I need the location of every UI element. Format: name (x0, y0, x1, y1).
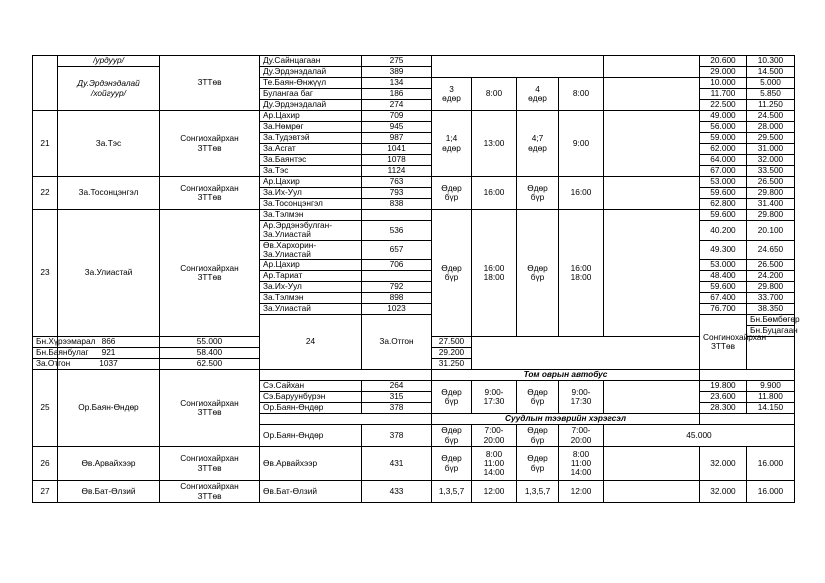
table-cell: За.Тосонцэнгэл (58, 177, 160, 210)
table-cell: 25 (33, 370, 58, 447)
table-cell: 40.200 (700, 221, 747, 241)
table-cell: Сонгиохайрхан ЗТТөв (160, 111, 260, 177)
table-cell: 4;7 өдөр (517, 111, 559, 177)
table-cell: 5.850 (747, 89, 795, 100)
table-cell: 12:00 (472, 481, 517, 503)
table-cell (604, 56, 700, 78)
table-cell: 67.400 (700, 293, 747, 304)
table-cell: Өдөр бүр (432, 447, 472, 481)
table-cell: 10.000 (700, 78, 747, 89)
table-cell: 1023 (362, 304, 432, 315)
table-cell: За.Тэс (58, 111, 160, 177)
table-cell: 945 (362, 122, 432, 133)
table-cell: 23.600 (700, 392, 747, 403)
table-cell: 64.000 (700, 155, 747, 166)
table-cell: 76.700 (700, 304, 747, 315)
table-cell: 20.600 (700, 56, 747, 67)
table-cell: За.Отгон (33, 359, 58, 370)
table-cell: Сонгиохайрхан ЗТТөв (160, 370, 260, 447)
table-cell: 14.500 (747, 67, 795, 78)
table-cell (432, 56, 604, 78)
table-cell: 389 (362, 67, 432, 78)
table-cell: Өдөр бүр (517, 381, 559, 414)
table-cell: 45.000 (604, 425, 795, 447)
table-cell (604, 210, 700, 337)
table-cell: За.Тудэвтэй (260, 133, 362, 144)
table-cell: 9:00 (559, 111, 604, 177)
table-cell: 19.800 (700, 381, 747, 392)
table-cell: Сэ.Баруунбүрэн (260, 392, 362, 403)
table-cell: Те.Баян-Өнжүүл (260, 78, 362, 89)
table-cell: 24.200 (747, 271, 795, 282)
table-cell: 792 (362, 282, 432, 293)
table-cell: 16.000 (747, 447, 795, 481)
table-cell: 8:00 11:00 14:00 (472, 447, 517, 481)
table-cell: 12:00 (559, 481, 604, 503)
table-cell: Ду.Эрдэнэдалай /хойгуур/ (58, 67, 160, 111)
table-cell: 59.600 (700, 210, 747, 221)
table-row (33, 56, 795, 67)
table-cell: Өдөр бүр (517, 210, 559, 337)
table-cell: Сонгинохайрхан ЗТТөв (700, 315, 747, 370)
table-cell: Өв.Арвайхээр (58, 447, 160, 481)
table-cell: 56.000 (700, 122, 747, 133)
table-cell: Бн.Буцагаан (747, 326, 795, 337)
table-cell: 33.500 (747, 166, 795, 177)
table-cell: 1,3,5,7 (517, 481, 559, 503)
table-cell: 378 (362, 425, 432, 447)
table-cell: 31.400 (747, 199, 795, 210)
table-cell: 186 (362, 89, 432, 100)
table-cell: 274 (362, 100, 432, 111)
table-cell: Сонгиохайрхан ЗТТөв (160, 177, 260, 210)
table-cell: 4 өдөр (517, 78, 559, 111)
table-cell: За.Тэлмэн (260, 293, 362, 304)
table-cell: Булангаа баг (260, 89, 362, 100)
table-cell: Өв.Арвайхээр (260, 447, 362, 481)
table-cell: Сонгиохайрхан ЗТТөв (160, 210, 260, 337)
table-cell: 32.000 (700, 481, 747, 503)
table-cell: 315 (362, 392, 432, 403)
table-cell: Өв.Хархорин- За.Улиастай (260, 240, 362, 260)
table-cell: 22.500 (700, 100, 747, 111)
table-cell: За.Тэлмэн (260, 210, 362, 221)
table-cell: 58.400 (160, 348, 260, 359)
table-cell: 16.000 (747, 481, 795, 503)
table-cell: 433 (362, 481, 432, 503)
table-cell: 22 (33, 177, 58, 210)
table-cell: 9:00- 17:30 (472, 381, 517, 414)
table-row (33, 111, 795, 122)
table-cell (33, 56, 58, 111)
table-cell: 29.800 (747, 188, 795, 199)
table-cell: 921 (58, 348, 160, 359)
table-cell: За.Улиастай (58, 210, 160, 337)
table-cell: Өв.Бат-Өлзий (260, 481, 362, 503)
table-cell: Ар.Тариат (260, 271, 362, 282)
table-cell: 7:00- 20:00 (559, 425, 604, 447)
table-cell: 657 (362, 240, 432, 260)
table-cell (700, 370, 795, 381)
table-cell: 20.100 (747, 221, 795, 241)
table-cell: 53.000 (700, 260, 747, 271)
table-cell: 431 (362, 447, 432, 481)
table-cell (604, 447, 700, 481)
table-cell: 33.700 (747, 293, 795, 304)
table-cell (260, 414, 432, 425)
table-cell: Өдөр бүр (432, 381, 472, 414)
table-cell: 24 (260, 315, 362, 370)
table-cell: 59.600 (700, 282, 747, 293)
table-cell: 16:00 (472, 177, 517, 210)
table-cell: 49.000 (700, 111, 747, 122)
table-cell: 31.000 (747, 144, 795, 155)
table-cell: Ор.Баян-Өндөр (260, 425, 362, 447)
table-cell: 1037 (58, 359, 160, 370)
table-cell: 11.250 (747, 100, 795, 111)
table-row (33, 370, 795, 381)
table-cell: 793 (362, 188, 432, 199)
table-cell: 275 (362, 56, 432, 67)
table-cell: Өдөр бүр (432, 425, 472, 447)
table-cell: 62.500 (160, 359, 260, 370)
table-cell: 29.200 (432, 348, 472, 359)
table-cell: Өв.Бат-Өлзий (58, 481, 160, 503)
table-cell: 13:00 (472, 111, 517, 177)
table-cell: 24.650 (747, 240, 795, 260)
table-cell: 10.300 (747, 56, 795, 67)
table-row (33, 210, 795, 221)
table-cell: 29.800 (747, 282, 795, 293)
table-cell: Бн.Бөмбөгөр (747, 315, 795, 326)
table-cell (700, 414, 795, 425)
table-cell: Ар.Цахир (260, 111, 362, 122)
table-cell: Ор.Баян-Өндөр (58, 370, 160, 447)
table-cell: 27 (33, 481, 58, 503)
table-cell: 26.500 (747, 260, 795, 271)
table-cell: Том оврын автобус (432, 370, 700, 381)
table-cell: ЗТТөв (160, 56, 260, 111)
table-cell: За.Баянтэс (260, 155, 362, 166)
table-cell: Өдөр бүр (517, 177, 559, 210)
table-cell: 9:00- 17:30 (559, 381, 604, 414)
table-cell: Ар.Цахир (260, 177, 362, 188)
table-cell: 264 (362, 381, 432, 392)
table-cell (260, 370, 432, 381)
table-cell: 62.800 (700, 199, 747, 210)
table-cell: 59.600 (700, 188, 747, 199)
table-cell: 709 (362, 111, 432, 122)
table-cell: 838 (362, 199, 432, 210)
table-cell: За.Отгон (362, 315, 432, 370)
table-cell: 55.000 (160, 337, 260, 348)
table-cell: За.Нөмрөг (260, 122, 362, 133)
table-cell: 38.350 (747, 304, 795, 315)
table-cell: Ду.Эрдэнэдалай (260, 100, 362, 111)
table-cell: 1078 (362, 155, 432, 166)
table-cell: 3 өдөр (432, 78, 472, 111)
timetable (32, 55, 800, 503)
table-cell: 16:00 18:00 (472, 210, 517, 337)
table-cell: 49.300 (700, 240, 747, 260)
table-cell: 1041 (362, 144, 432, 155)
table-cell: За.Их-Уул (260, 282, 362, 293)
table-cell: 8:00 (472, 78, 517, 111)
table-cell: 8:00 (559, 78, 604, 111)
table-cell: 536 (362, 221, 432, 241)
table-cell: 29.500 (747, 133, 795, 144)
table-cell: Ар.Эрдэнэбулган- За.Улиастай (260, 221, 362, 241)
table-cell: Бн.Баянбулаг (33, 348, 58, 359)
table-cell: Ду.Эрдэнэдалай (260, 67, 362, 78)
table-cell: 21 (33, 111, 58, 177)
table-cell: 898 (362, 293, 432, 304)
table-cell (604, 177, 700, 210)
table-cell: 32.000 (747, 155, 795, 166)
table-cell (362, 271, 432, 282)
table-cell: /урдуур/ (58, 56, 160, 67)
table-cell: За.Тэс (260, 166, 362, 177)
table-cell: 5.000 (747, 78, 795, 89)
table-cell: Сонгиохайрхан ЗТТөв (160, 481, 260, 503)
table-cell: 16:00 18:00 (559, 210, 604, 337)
table-cell: Өдөр бүр (432, 210, 472, 337)
table-cell: 26 (33, 447, 58, 481)
table-cell (604, 111, 700, 177)
table-cell: 53.000 (700, 177, 747, 188)
table-cell: 67.000 (700, 166, 747, 177)
table-cell: 27.500 (432, 337, 472, 348)
table-cell (604, 381, 700, 414)
table-row (33, 481, 795, 503)
table-cell: Ар.Цахир (260, 260, 362, 271)
table-cell: 48.400 (700, 271, 747, 282)
table-cell: 28.000 (747, 122, 795, 133)
table-row (33, 177, 795, 188)
table-cell: 29.000 (700, 67, 747, 78)
table-cell: 16:00 (559, 177, 604, 210)
table-cell: Сэ.Сайхан (260, 381, 362, 392)
table-row (33, 447, 795, 481)
table-cell: Өдөр бүр (432, 177, 472, 210)
table-cell: 9.900 (747, 381, 795, 392)
table-cell: 11.700 (700, 89, 747, 100)
table-cell: 31.250 (432, 359, 472, 370)
table-cell: Ду.Сайнцагаан (260, 56, 362, 67)
table-cell (604, 78, 700, 111)
table-cell: Бн.Хүрээмарал (33, 337, 58, 348)
table-cell (362, 210, 432, 221)
table-cell: 59.000 (700, 133, 747, 144)
table-cell: 378 (362, 403, 432, 414)
table-cell: 1;4 өдөр (432, 111, 472, 177)
table-cell: 23 (33, 210, 58, 337)
table-cell: 24.500 (747, 111, 795, 122)
table-cell: 32.000 (700, 447, 747, 481)
table-cell: 26.500 (747, 177, 795, 188)
table-cell: 987 (362, 133, 432, 144)
table-cell: Ор.Баян-Өндөр (260, 403, 362, 414)
table-cell (604, 481, 700, 503)
table-cell: Суудлын тээврийн хэрэгсэл (432, 414, 700, 425)
table-cell: За.Асгат (260, 144, 362, 155)
table-cell: Өдөр бүр (517, 447, 559, 481)
table-cell: 1124 (362, 166, 432, 177)
table-cell: За.Их-Уул (260, 188, 362, 199)
table-cell: 14.150 (747, 403, 795, 414)
table-cell: 7:00- 20:00 (472, 425, 517, 447)
table-cell: 763 (362, 177, 432, 188)
table-cell: За.Улиастай (260, 304, 362, 315)
table-cell: 1,3,5,7 (432, 481, 472, 503)
table-cell: 866 (58, 337, 160, 348)
table-cell: Сонгиохайрхан ЗТТөв (160, 447, 260, 481)
table-cell: 8:00 11:00 14:00 (559, 447, 604, 481)
table-cell: Өдөр бүр (517, 425, 559, 447)
table-cell: 706 (362, 260, 432, 271)
table-cell: 11.800 (747, 392, 795, 403)
table-cell: 62.000 (700, 144, 747, 155)
table-cell: 134 (362, 78, 432, 89)
table-cell: 28.300 (700, 403, 747, 414)
table-cell: 29.800 (747, 210, 795, 221)
table-cell: За.Тосонцэнгэл (260, 199, 362, 210)
